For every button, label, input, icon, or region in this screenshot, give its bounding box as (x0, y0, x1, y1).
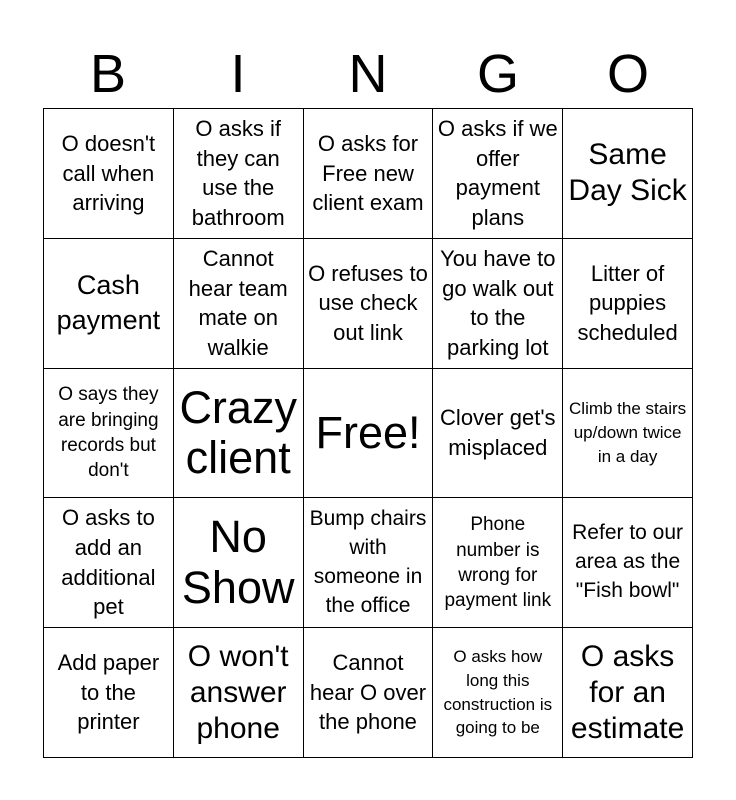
header-letter-o: O (606, 44, 649, 104)
bingo-card-grid (43, 108, 693, 758)
bingo-cell[interactable] (44, 239, 174, 369)
cell-text: Same Day Sick (568, 138, 687, 208)
cell-text: O won't answer phone (187, 639, 289, 745)
cell-text: O says they are bringing records but don't (58, 384, 159, 482)
header-letter-b: B (89, 44, 127, 104)
cell-text: O asks if they can use the bathroom (191, 116, 285, 231)
cell-text: Cannot hear O over the phone (309, 650, 427, 735)
cell-text: O asks to add an additional pet (61, 505, 156, 620)
cell-text: Cash payment (56, 270, 161, 336)
header-letter-g: G (476, 44, 519, 104)
cell-text: You have to go walk out to the parking lot (440, 245, 556, 360)
cell-text: No Show (181, 511, 295, 613)
cell-text: Crazy client (179, 381, 297, 483)
bingo-cell[interactable] (563, 239, 693, 369)
cell-text: O doesn't call when arriving (61, 130, 156, 216)
free-space-cell[interactable] (304, 369, 434, 499)
bingo-cell[interactable] (304, 628, 434, 758)
bingo-cell[interactable] (44, 109, 174, 239)
bingo-cell[interactable] (304, 239, 434, 369)
bingo-cell[interactable] (433, 109, 563, 239)
bingo-cell[interactable] (433, 239, 563, 369)
cell-text: O asks if we offer payment plans (437, 116, 558, 231)
bingo-cell[interactable] (304, 498, 434, 628)
free-space-text: Free! (315, 406, 421, 458)
cell-text: O refuses to use check out link (308, 260, 428, 346)
cell-text: Phone number is wrong for payment link (444, 514, 552, 612)
cell-text: O asks for an estimate (570, 639, 685, 745)
bingo-cell[interactable] (174, 369, 304, 499)
cell-text: Climb the stairs up/down twice in a day (569, 399, 687, 466)
cell-text: Cannot hear team mate on walkie (188, 245, 288, 360)
cell-text: O asks for Free new client exam (312, 130, 424, 216)
header-letter-i: I (230, 44, 246, 104)
cell-text: O asks how long this construction is going to be (443, 647, 553, 738)
bingo-cell[interactable] (563, 628, 693, 758)
bingo-cell[interactable] (174, 498, 304, 628)
bingo-cell[interactable] (304, 109, 434, 239)
bingo-cell[interactable] (563, 109, 693, 239)
bingo-cell[interactable] (433, 498, 563, 628)
header-letter-n: N (348, 44, 388, 104)
bingo-cell[interactable] (44, 628, 174, 758)
cell-text: Bump chairs with someone in the office (309, 506, 427, 617)
bingo-cell[interactable] (563, 498, 693, 628)
bingo-header (43, 40, 693, 108)
cell-text: Refer to our area as the "Fish bowl" (572, 521, 684, 603)
bingo-cell[interactable] (433, 369, 563, 499)
bingo-cell[interactable] (433, 628, 563, 758)
bingo-cell[interactable] (44, 498, 174, 628)
cell-text: Add paper to the printer (57, 650, 160, 735)
bingo-cell[interactable] (44, 369, 174, 499)
bingo-cell[interactable] (174, 628, 304, 758)
bingo-cell[interactable] (563, 369, 693, 499)
bingo-cell[interactable] (174, 109, 304, 239)
cell-text: Clover get's misplaced (440, 405, 556, 460)
bingo-cell[interactable] (174, 239, 304, 369)
cell-text: Litter of puppies scheduled (577, 260, 678, 346)
